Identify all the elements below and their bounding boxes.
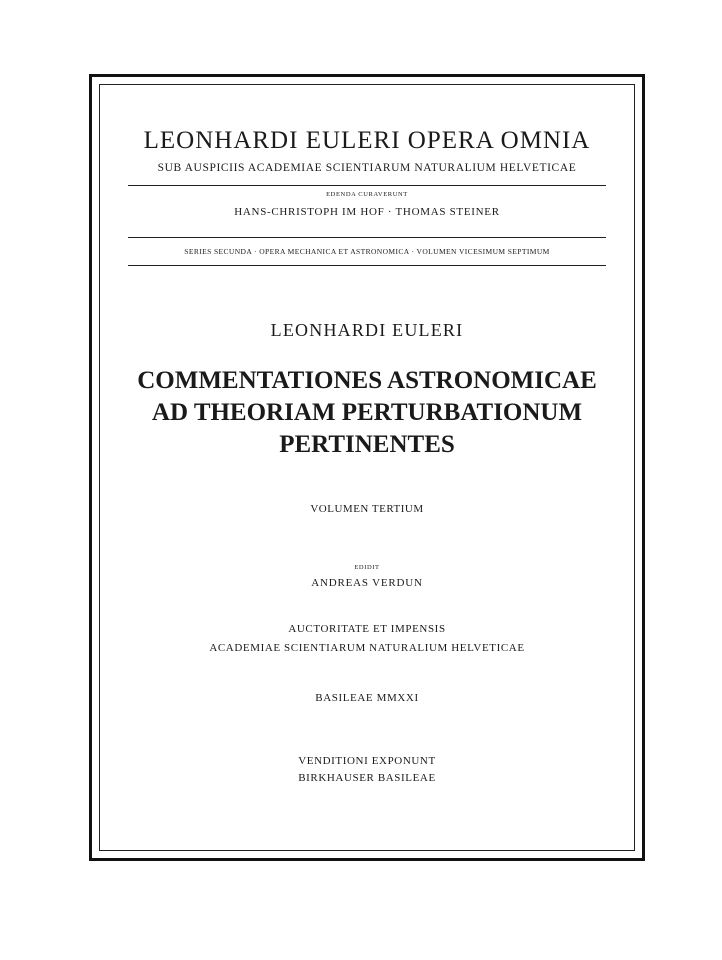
series-title: LEONHARDI EULERI OPERA OMNIA	[143, 127, 591, 154]
series-editors: HANS-CHRISTOPH IM HOF · THOMAS STEINER	[234, 206, 500, 218]
book-title-line: PERTINENTES	[279, 431, 455, 458]
series-volume-line: SERIES SECUNDA · OPERA MECHANICA ET ASTRONOMICA · VOLUMEN VICESIMUM SEPTIMUM	[184, 247, 550, 256]
divider-middle	[128, 237, 606, 238]
series-subtitle: SUB AUSPICIIS ACADEMIAE SCIENTIARUM NATURALIUM HELVETICAE	[157, 162, 577, 174]
auctoritate-line-2: ACADEMIAE SCIENTIARUM NATURALIUM HELVETICAE	[209, 642, 525, 654]
auctoritate-line-1: AUCTORITATE ET IMPENSIS	[288, 623, 446, 635]
place-year: BASILEAE MMXXI	[315, 692, 419, 704]
publisher-line-1: VENDITIONI EXPONUNT	[298, 755, 436, 767]
book-title	[100, 365, 634, 461]
author: LEONHARDI EULERI	[270, 320, 464, 340]
divider-bottom	[128, 265, 606, 266]
title-page	[89, 74, 645, 861]
editors-label: EDENDA CURAVERUNT	[326, 191, 408, 198]
book-title-line: COMMENTATIONES ASTRONOMICAE	[137, 367, 597, 394]
volume-editor: ANDREAS VERDUN	[311, 577, 423, 589]
book-title-line: AD THEORIAM PERTURBATIONUM	[151, 399, 583, 426]
volume-label: VOLUMEN TERTIUM	[310, 503, 424, 515]
inner-border	[99, 84, 635, 851]
divider-top	[128, 185, 606, 186]
edidit-label: EDIDIT	[354, 564, 380, 571]
publisher-line-2: BIRKHAUSER BASILEAE	[298, 772, 436, 784]
